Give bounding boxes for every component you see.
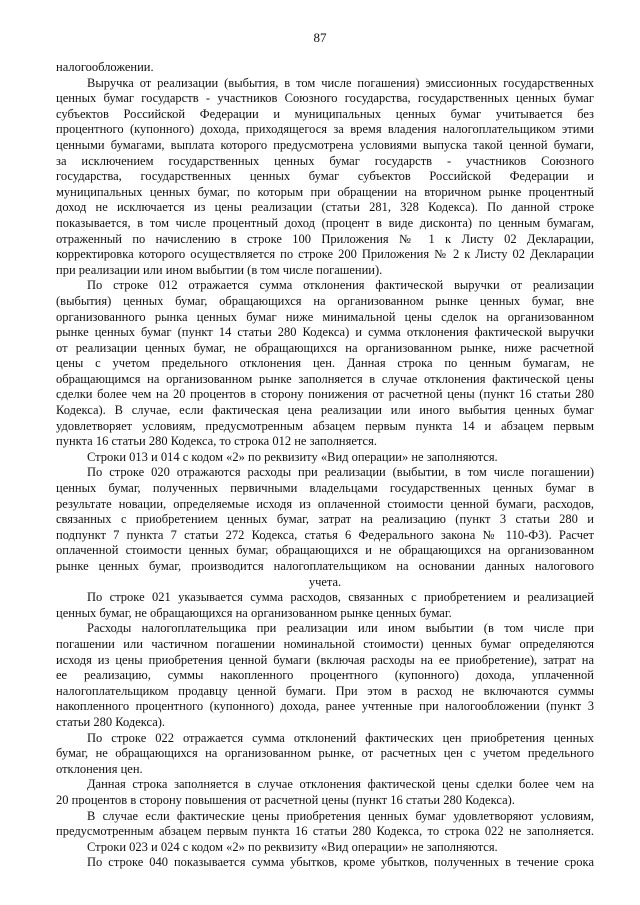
text-line: подпункт 7 пункта 7 статьи 272 Кодекса, статья 6 Федерального закона № 110-ФЗ). Расчет [56,527,594,542]
text-line: рынке ценных бумаг, производится налогоплательщиком на основании данных налогового [56,559,594,573]
document-body [56,60,594,871]
text-line: муниципальных ценных бумаг, по которым при обращении на вторичном рынке процентный [56,184,594,199]
text-line: По строке 020 отражаются расходы при реализации (выбытии, в том числе погашении) [87,465,594,480]
text-line: По строке 021 указывается сумма расходов, связанных с приобретением и реализацией [87,590,594,605]
text-line: связанных с приобретением ценных бумаг, затрат на реализацию (пункт 3 статьи 280 и [56,512,594,527]
text-line: погашении или частичном погашении номинальной стоимости) ценных бумаг определяются [56,636,594,651]
text-line: ценных бумаг, полученных первичными владельцами государственных ценных бумаг в [56,481,594,496]
text-line: результате новации, определяемые исходя из оплаченной стоимости ценной бумаги, расходов, [56,496,594,511]
text-line: доход не исключается из цены реализации (статьи 281, 328 Кодекса). По данной строке [56,200,594,215]
text-line: налогоплательщиком продавцу ценной бумаги. При этом в расход не включаются суммы [56,683,594,698]
text-line: Строки 013 и 014 с кодом «2» по реквизиту «Вид операции» не заполняются. [87,449,498,464]
text-line: государства, государственных ценных бумаг субъектов Российской Федерации и [56,169,594,184]
text-line: По строке 022 отражается сумма отклонений фактических цен приобретения ценных [87,730,594,745]
text-line: накопленного процентного (купонного) дохода, ранее учтенные при налогообложении (пункт 3 [56,699,594,714]
text-line: бумаг, не обращающихся на организованном рынке, от расчетных цен с учетом предельного [56,746,594,761]
text-line: Расходы налогоплательщика при реализации или ином выбытии (в том числе при [87,621,594,636]
text-line: ценными бумагами, выплата которого предусмотрена условиями выпуска такой ценной бумаги, [56,137,594,152]
text-line: Выручка от реализации (выбытия, в том числе погашения) эмиссионных государственных [87,75,594,90]
text-line: предусмотренным абзацем первым пункта 16 статьи 280 Кодекса, то строка 022 не заполняется. [56,824,594,839]
text-line: статьи 280 Кодекса). [56,714,166,729]
text-line: отклонения цен. [56,761,143,776]
text-line: удовлетворяет условиям, предусмотренным абзацем первым пункта 14 и абзацем первым [56,418,594,433]
text-line: корректировка которого осуществляется по строке 200 Приложения № 2 к Листу 02 Декларации [56,247,594,262]
text-line: По строке 012 отражается сумма отклонения фактической выручки от реализации [87,278,594,293]
text-line: обращающимся на организованном рынке заполняется в случае отклонения фактической цены [56,371,594,386]
text-line: (выбытия) ценных бумаг, обращающихся на организованном рынке ценных бумаг, вне [56,293,594,308]
text-line: налогообложении. [56,60,154,74]
text-line: цены с учетом предельного отклонения цен. Данная строка по ценным бумагам, не [56,356,594,371]
text-line: сделки более чем на 20 процентов в сторону понижения от расчетной цены (пункт 16 статьи 280 [56,387,594,402]
text-line: за исключением государственных ценных бумаг государств - участников Союзного [56,153,594,168]
text-line: учета. [308,574,342,589]
text-line: ценных бумаг государств - участников Союзного государства, государственных ценных бумаг [56,91,594,106]
text-line: при реализации или ином выбытии (в том числе погашении). [56,262,383,277]
text-line: Строки 023 и 024 с кодом «2» по реквизиту «Вид операции» не заполняются. [87,839,498,854]
text-line: от реализации ценных бумаг, не обращающихся на организованном рынке, ниже расчетной [56,340,594,355]
text-line: исходя из цены приобретения ценной бумаги (включая расходы на ее приобретение), затрат на [56,652,594,667]
text-line: ее реализацию, суммы накопленного процентного (купонного) дохода, уплаченной [56,668,594,683]
text-line: Кодекса). В случае, если фактическая цена реализации или иного выбытия ценных бумаг [56,403,594,418]
text-line: пункта 16 статьи 280 Кодекса, то строка 012 не заполняется. [56,434,377,449]
text-line: По строке 040 показывается сумма убытков, кроме убытков, полученных в течение срока [87,855,594,870]
text-line: оплаченной стоимости ценных бумаг, обращающихся и не обращающихся на организованном [56,543,594,558]
page-number: 87 [313,30,327,45]
text-line: Данная строка заполняется в случае отклонения фактической цены сделки более чем на [87,777,594,792]
text-line: рынке ценных бумаг (пункт 14 статьи 280 Кодекса) и сумма отклонения фактической выручки [56,325,594,340]
text-line: организованного рынка ценных бумаг ниже минимальной цены сделок на организованном [56,309,594,324]
text-line: 20 процентов в сторону повышения от расчетной цены (пункт 16 статьи 280 Кодекса). [56,792,515,807]
text-line: ценных бумаг, не обращающихся на организованном рынке ценных бумаг. [56,605,452,620]
text-line: показывается, в том числе процентный доход (процент в виде дисконта) по ценным бумагам, [56,215,594,230]
text-line: В случае если фактические цены приобретения ценных бумаг удовлетворяют условиям, [87,808,594,823]
text-line: субъектов Российской Федерации и муниципальных ценных бумаг учитывается без [56,106,594,121]
text-line: отраженный по начислению в строке 100 Приложения № 1 к Листу 02 Декларации, [56,231,594,246]
text-line: процентного (купонного) дохода, приходящегося за время владения налогоплательщиком этими [56,122,594,137]
